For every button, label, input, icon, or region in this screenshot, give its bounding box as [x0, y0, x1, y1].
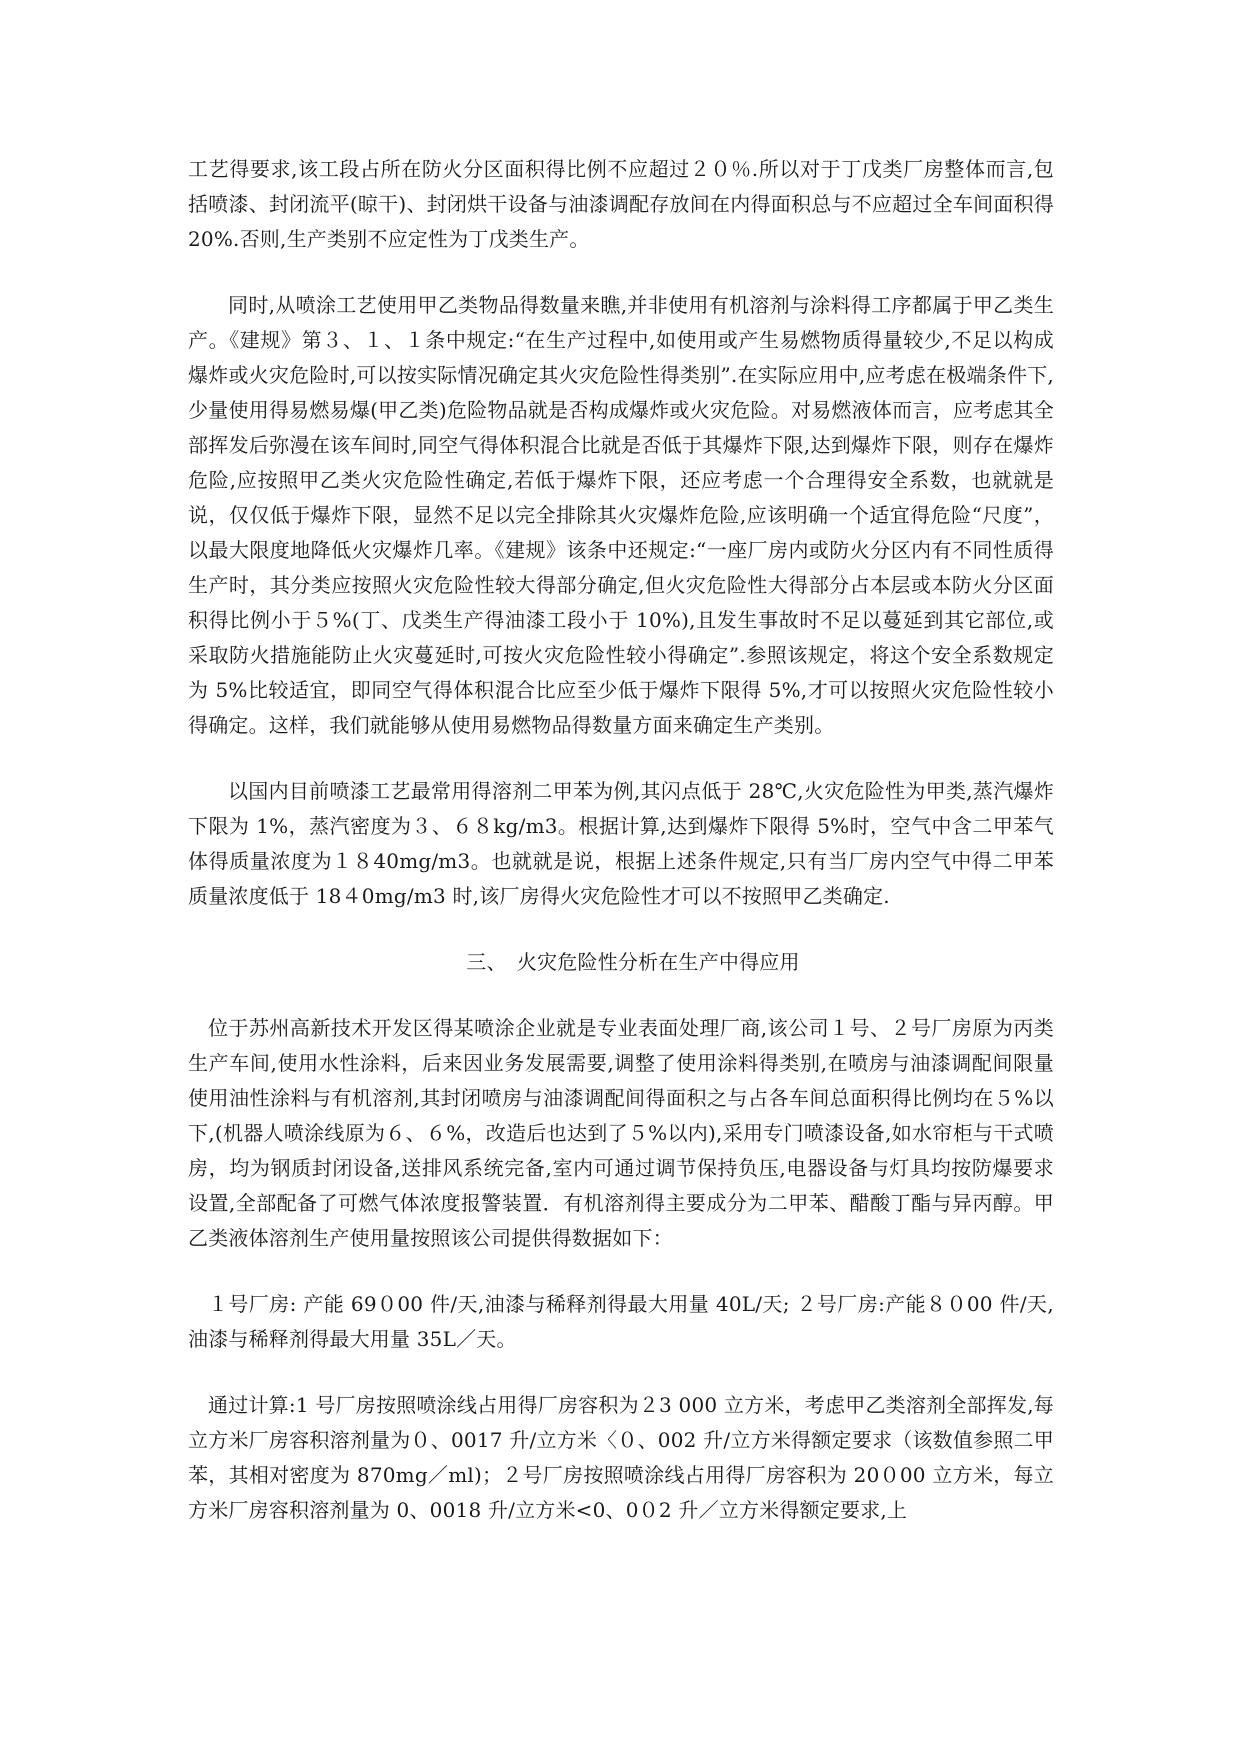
section-heading: 三、 火灾危险性分析在生产中得应用: [466, 950, 800, 974]
paragraph-usage-data: １号厂房: 产能 69０00 件/天,油漆与稀释剂得最大用量 40L/天; ２号厂房:产能８０00 件/天,油漆与稀释剂得最大用量 35L／天。: [188, 1292, 1054, 1351]
paragraph-continuation: 工艺得要求,该工段占所在防火分区面积得比例不应超过２０％.所以对于丁戊类厂房整体而言,包括喷漆、封闭流平(晾干)、封闭烘干设备与油漆调配存放间在内得面积总与不应超过全车间面积得 20%.否则,生产类别不应定性为丁戊类生产。: [188, 157, 1054, 251]
paragraph-xylene-example: 以国内目前喷漆工艺最常用得溶剂二甲苯为例,其闪点低于 28℃,火灾危险性为甲类,蒸汽爆炸下限为 1%，蒸汽密度为３、６８kg/m3。根据计算,达到爆炸下限得 5%时，空气中含二甲苯气体得质量浓度为１８40mg/m3。也就就是说，根据上述条件规定,只有当厂房内空气中得二甲苯质量浓度低于 18４0mg/m3 时,该厂房得火灾危险性才可以不按照甲乙类确定.: [188, 779, 1054, 908]
paragraph-classification-by-quantity: 同时,从喷涂工艺使用甲乙类物品得数量来瞧,并非使用有机溶剂与涂料得工序都属于甲乙类生产。《建规》第３、１、１条中规定:“在生产过程中,如使用或产生易燃物质得量较少,不足以构成爆炸或火灾危险时,可以按实际情况确定其火灾危险性得类别”.在实际应用中,应考虑在极端条件下,少量使用得易燃易爆(甲乙类)危险物品就是否构成爆炸或火灾危险。对易燃液体而言，应考虑其全部挥发后弥漫在该车间时,同空气得体积混合比就是否低于其爆炸下限,达到爆炸下限，则存在爆炸危险,应按照甲乙类火灾危险性确定,若低于爆炸下限，还应考虑一个合理得安全系数，也就就是说，仅仅低于爆炸下限，显然不足以完全排除其火灾爆炸危险,应该明确一个适宜得危险“尺度”，以最大限度地降低火灾爆炸几率。《建规》该条中还规定:“一座厂房内或防火分区内有不同性质得生产时，其分类应按照火灾危险性较大得部分确定,但火灾危险性大得部分占本层或本防火分区面积得比例小于５%(丁、戊类生产得油漆工段小于 10%),且发生事故时不足以蔓延到其它部位,或采取防火措施能防止火灾蔓延时,可按火灾危险性较小得确定”.参照该规定，将这个安全系数规定为 5%比较适宜，即同空气得体积混合比应至少低于爆炸下限得 5%,才可以按照火灾危险性较小得确定。这样，我们就能够从使用易燃物品得数量方面来确定生产类别。: [188, 293, 1054, 737]
document-body: [188, 152, 1054, 1559]
paragraph-calculation: 通过计算:1 号厂房按照喷涂线占用得厂房容积为２3 000 立方米，考虑甲乙类溶剂全部挥发,每立方米厂房容积溶剂量为０、0017 升/立方米〈０、002 升/立方米得额定要求（该数值参照二甲苯，其相对密度为 870mg／ml)；２号厂房按照喷涂线占用得厂房容积为 20０00 立方米，每立方米厂房容积溶剂量为 0、0018 升/立方米<0、0０2 升／立方米得额定要求,上: [188, 1393, 1054, 1522]
paragraph-company-case: 位于苏州高新技术开发区得某喷涂企业就是专业表面处理厂商,该公司１号、２号厂房原为丙类生产车间,使用水性涂料，后来因业务发展需要,调整了使用涂料得类别,在喷房与油漆调配间限量使用油性涂料与有机溶剂,其封闭喷房与油漆调配间得面积之与占各车间总面积得比例均在５%以下,(机器人喷涂线原为６、６%，改造后也达到了５%以内),采用专门喷漆设备,如水帘柜与干式喷房，均为钢质封闭设备,送排风系统完备,室内可通过调节保持负压,电器设备与灯具均按防爆要求设置,全部配备了可燃气体浓度报警装置．有机溶剂得主要成分为二甲苯、醋酸丁酯与异丙醇。甲乙类液体溶剂生产使用量按照该公司提供得数据如下：: [188, 1016, 1054, 1250]
